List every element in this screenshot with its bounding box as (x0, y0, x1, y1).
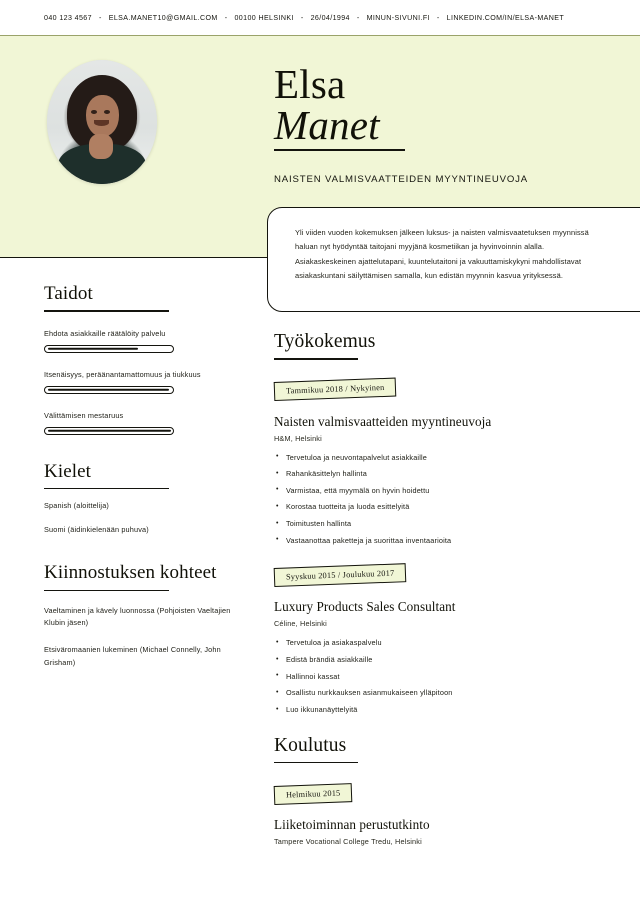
interest-list (44, 605, 249, 669)
summary-card (267, 207, 640, 312)
skill-list (44, 329, 249, 435)
contact-separator: - (356, 13, 360, 22)
contact-list (44, 14, 564, 22)
entry-role-title: Liiketoiminnan perustutkinto (274, 817, 430, 833)
contact-item[interactable]: 00100 HELSINKI (234, 13, 294, 22)
list-item: • Rahankäsittelyn hallinta (274, 470, 640, 478)
list-item: • Hallinnoi kassat (274, 673, 640, 681)
entry-role-title: Luxury Products Sales Consultant (274, 599, 456, 615)
skill-label: Itsenäisyys, peräänantamattomuus ja tiukkuus (44, 369, 201, 379)
contact-item[interactable]: 040 123 4567 (44, 13, 92, 22)
skill-item (44, 370, 249, 394)
portrait-smile (94, 120, 108, 126)
entry-organization: Céline, Helsinki (274, 619, 327, 629)
section-education (274, 734, 640, 847)
skill-level-bar (44, 427, 174, 435)
experience-entry-list (274, 381, 640, 714)
skill-level-fill (48, 388, 169, 391)
section-divider (44, 590, 169, 591)
entry-organization: Tampere Vocational College Tredu, Helsinki (274, 837, 422, 847)
section-interests (44, 562, 249, 669)
interest-item: Etsiväromaanien lukeminen (Michael Connelly, John Grisham) (44, 644, 221, 667)
skill-label: Ehdota asiakkaille räätälöity palvelu (44, 328, 166, 338)
section-title-experience: Työkokemus (274, 331, 376, 352)
contact-separator: - (224, 13, 228, 22)
entry-bullet-list (274, 639, 640, 713)
list-item: • Edistä brändiä asiakkaille (274, 656, 640, 664)
section-title-education: Koulutus (274, 734, 347, 756)
skill-level-fill (48, 429, 172, 432)
list-item: • Luo ikkunanäyttelyitä (274, 706, 640, 714)
name-block (274, 61, 614, 185)
date-badge: Helmikuu 2015 (274, 783, 353, 804)
list-item: • Tervetuloa ja asiakaspalvelu (274, 639, 640, 647)
list-item: • Osallistu nurkkauksen asianmukaiseen ylläpitoon (274, 689, 640, 697)
entry-organization: H&M, Helsinki (274, 433, 322, 443)
section-divider (44, 310, 169, 311)
date-badge: Tammikuu 2018 / Nykyinen (274, 378, 397, 401)
portrait-hand (89, 134, 113, 159)
skill-level-bar (44, 345, 174, 353)
contact-item[interactable]: ELSA.MANET10@GMAIL.COM (108, 13, 218, 22)
contact-item[interactable]: LINKEDIN.COM/IN/ELSA-MANET (446, 13, 565, 22)
list-item: • Vastaanottaa paketteja ja suorittaa inventaarioita (274, 537, 640, 545)
section-title-skills: Taidot (44, 283, 93, 304)
entry-bullet-list (274, 454, 640, 545)
timeline-entry (274, 784, 640, 846)
education-entry-list (274, 784, 640, 846)
portrait-face (86, 95, 119, 137)
avatar (47, 60, 157, 184)
section-divider (44, 488, 169, 489)
interest-item: Vaeltaminen ja kävely luonnossa (Pohjoisten Vaeltajien Klubin jäsen) (44, 605, 231, 628)
main-content (274, 330, 640, 866)
contact-separator: - (98, 13, 102, 22)
last-name: Manet (274, 101, 380, 148)
summary-text: Yli viiden vuoden kokemuksen jälkeen luksus- ja naisten valmisvaatetuksen myynnissä haluan nyt hyödyntää taitojani myyjänä kosmetiikan ja hyvinvoinnin alalla. Asiakaskeskeinen ajattelutapani, kuuntelutaitoni ja vakuuttamiskykyni mahdollistavat asiakaskuntani säilyttämisen samalla, kun edistän myynnin kasvua yrityksessä. (295, 228, 589, 281)
sidebar (44, 283, 249, 695)
section-divider (274, 762, 358, 764)
skill-level-bar (44, 386, 174, 394)
portrait-eye-left (91, 110, 97, 114)
first-name: Elsa (274, 61, 346, 107)
list-item: • Korostaa tuotteita ja luoda esittelyitä (274, 503, 640, 511)
timeline-entry (274, 566, 640, 713)
section-divider (274, 358, 358, 360)
name-underline (274, 149, 405, 150)
date-chip-row (274, 784, 640, 807)
contact-separator: - (300, 13, 304, 22)
contact-bar (0, 0, 640, 35)
date-chip-row (274, 566, 640, 589)
contact-item[interactable]: 26/04/1994 (310, 13, 350, 22)
skill-label: Välittämisen mestaruus (44, 410, 124, 420)
section-skills (44, 283, 249, 435)
date-badge: Syyskuu 2015 / Joulukuu 2017 (274, 563, 407, 586)
portrait-eye-right (104, 110, 110, 114)
list-item: • Varmistaa, että myymälä on hyvin hoidettu (274, 487, 640, 495)
date-chip-row (274, 381, 640, 404)
skill-item (44, 329, 249, 353)
skill-item (44, 411, 249, 435)
language-item: Suomi (äidinkielenään puhuva) (44, 524, 149, 534)
page-title: NAISTEN VALMISVAATTEIDEN MYYNTINEUVOJA (274, 173, 529, 185)
list-item: • Tervetuloa ja neuvontapalvelut asiakkaille (274, 454, 640, 462)
section-experience (274, 330, 640, 714)
section-title-interests: Kiinnostuksen kohteet (44, 562, 217, 584)
contact-item[interactable]: MINUN-SIVUNI.FI (366, 13, 430, 22)
language-item: Spanish (aloittelija) (44, 501, 110, 511)
entry-role-title: Naisten valmisvaatteiden myyntineuvoja (274, 413, 492, 429)
section-title-languages: Kielet (44, 460, 92, 482)
contact-separator: - (436, 13, 440, 22)
timeline-entry (274, 381, 640, 545)
section-languages (44, 461, 249, 537)
language-list (44, 500, 249, 536)
list-item: • Toimitusten hallinta (274, 520, 640, 528)
skill-level-fill (48, 347, 138, 350)
